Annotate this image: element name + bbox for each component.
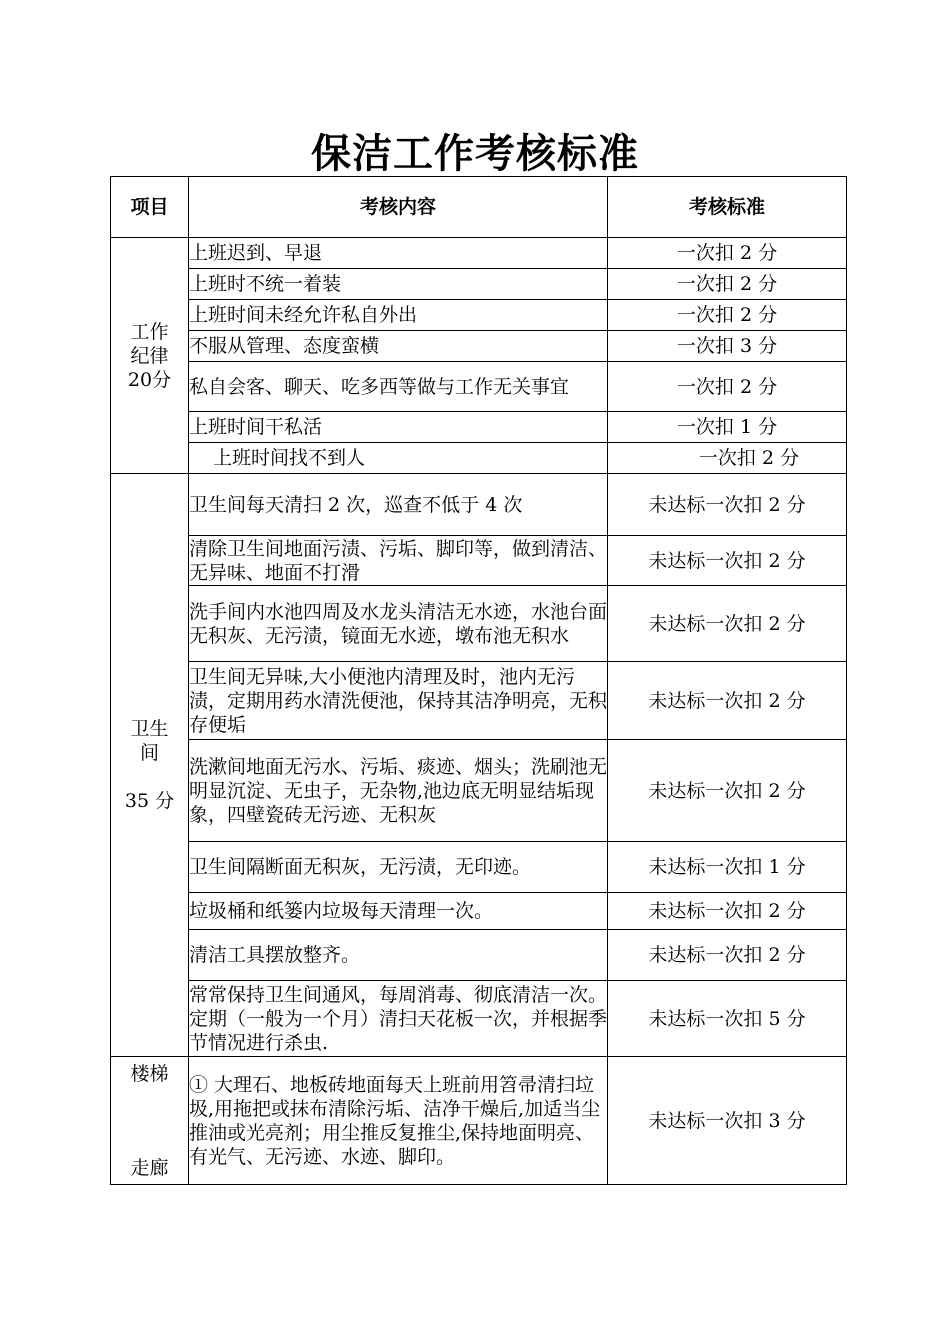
content-cell: 洗漱间地面无污水、污垢、痰迹、烟头；洗刷池无明显沉淀、无虫子，无杂物,池边底无明显结垢现象，四壁瓷砖无污迹、无积灰 <box>189 740 608 842</box>
page-title: 保洁工作考核标准 <box>311 131 639 177</box>
table-row <box>111 362 847 412</box>
content-cell: 洗手间内水池四周及水龙头清洁无水迹，水池台面无积灰、无污渍，镜面无水迹，墩布池无积水 <box>189 586 608 662</box>
table-row <box>111 1057 847 1185</box>
standard-cell: 未达标一次扣 3 分 <box>608 1057 847 1185</box>
content-cell: 不服从管理、态度蛮横 <box>189 331 608 362</box>
content-cell: ① 大理石、地板砖地面每天上班前用笤帚清扫垃圾,用拖把或抹布清除污垢、洁净干燥后,加适当尘推油或光亮剂；用尘推反复推尘,保持地面明亮、有光气、无污迹、水迹、脚印。 <box>189 1057 608 1185</box>
standard-cell: 未达标一次扣 2 分 <box>608 740 847 842</box>
table-row <box>111 536 847 586</box>
standard-cell: 未达标一次扣 2 分 <box>608 474 847 536</box>
table-row <box>111 842 847 893</box>
table-row <box>111 474 847 536</box>
content-cell: 卫生间每天清扫 2 次，巡查不低于 4 次 <box>189 474 608 536</box>
standard-cell <box>608 443 847 474</box>
standard-cell: 未达标一次扣 2 分 <box>608 930 847 981</box>
content-cell: 清洁工具摆放整齐。 <box>189 930 608 981</box>
standard-cell: 一次扣 2 分 <box>608 300 847 331</box>
table-row <box>111 300 847 331</box>
content-cell: 上班时间未经允许私自外出 <box>189 300 608 331</box>
table-row <box>111 412 847 443</box>
standard-cell: 未达标一次扣 2 分 <box>608 586 847 662</box>
table-header-row <box>111 177 847 238</box>
category-cell <box>111 1057 189 1185</box>
table-row <box>111 269 847 300</box>
content-cell: 卫生间无异味,大小便池内清理及时，池内无污渍，定期用药水清洗便池，保持其洁净明亮，无积存便垢 <box>189 662 608 740</box>
category-label: 工作 纪律 20分 <box>127 320 172 391</box>
content-cell: 垃圾桶和纸篓内垃圾每天清理一次。 <box>189 893 608 930</box>
content-cell: 卫生间隔断面无积灰，无污渍，无印迹。 <box>189 842 608 893</box>
content-cell <box>189 443 608 474</box>
standard-cell: 未达标一次扣 2 分 <box>608 893 847 930</box>
header-content: 考核内容 <box>189 177 608 238</box>
category-label-bottom: 走廊 <box>130 1156 169 1179</box>
table-row <box>111 331 847 362</box>
content-cell: 私自会客、聊天、吃多西等做与工作无关事宜 <box>189 362 608 412</box>
standard-text: 一次扣 2 分 <box>698 447 800 469</box>
category-label: 卫生 间 35 分 <box>124 718 175 812</box>
content-cell: 上班时不统一着装 <box>189 269 608 300</box>
standard-cell: 未达标一次扣 2 分 <box>608 536 847 586</box>
header-standard: 考核标准 <box>608 177 847 238</box>
table-row <box>111 893 847 930</box>
table-row <box>111 981 847 1057</box>
content-cell: 上班迟到、早退 <box>189 238 608 269</box>
content-text: 上班时间找不到人 <box>213 447 366 469</box>
standard-cell: 未达标一次扣 2 分 <box>608 662 847 740</box>
content-cell: 清除卫生间地面污渍、污垢、脚印等，做到清洁、无异味、地面不打滑 <box>189 537 608 584</box>
category-cell <box>111 238 189 474</box>
standard-cell: 一次扣 2 分 <box>608 362 847 412</box>
table-row <box>111 662 847 740</box>
content-cell: 常常保持卫生间通风，每周消毒、彻底清洁一次。定期（一般为一个月）清扫天花板一次，并根据季节情况进行杀虫. <box>189 981 608 1057</box>
category-cell <box>111 474 189 1057</box>
table-row <box>111 740 847 842</box>
standard-cell: 一次扣 3 分 <box>608 331 847 362</box>
standard-cell: 一次扣 2 分 <box>608 238 847 269</box>
content-cell: 上班时间干私活 <box>189 412 608 443</box>
standard-cell: 未达标一次扣 1 分 <box>608 842 847 893</box>
header-item: 项目 <box>111 177 189 238</box>
table-row <box>111 586 847 662</box>
standard-cell: 未达标一次扣 5 分 <box>608 981 847 1057</box>
table-row <box>111 238 847 269</box>
table-row <box>111 443 847 474</box>
assessment-table <box>110 176 847 1185</box>
category-label-top: 楼梯 <box>130 1062 169 1085</box>
category-label <box>111 1062 188 1180</box>
table-row <box>111 930 847 981</box>
standard-cell: 一次扣 2 分 <box>608 269 847 300</box>
standard-cell: 一次扣 1 分 <box>608 412 847 443</box>
